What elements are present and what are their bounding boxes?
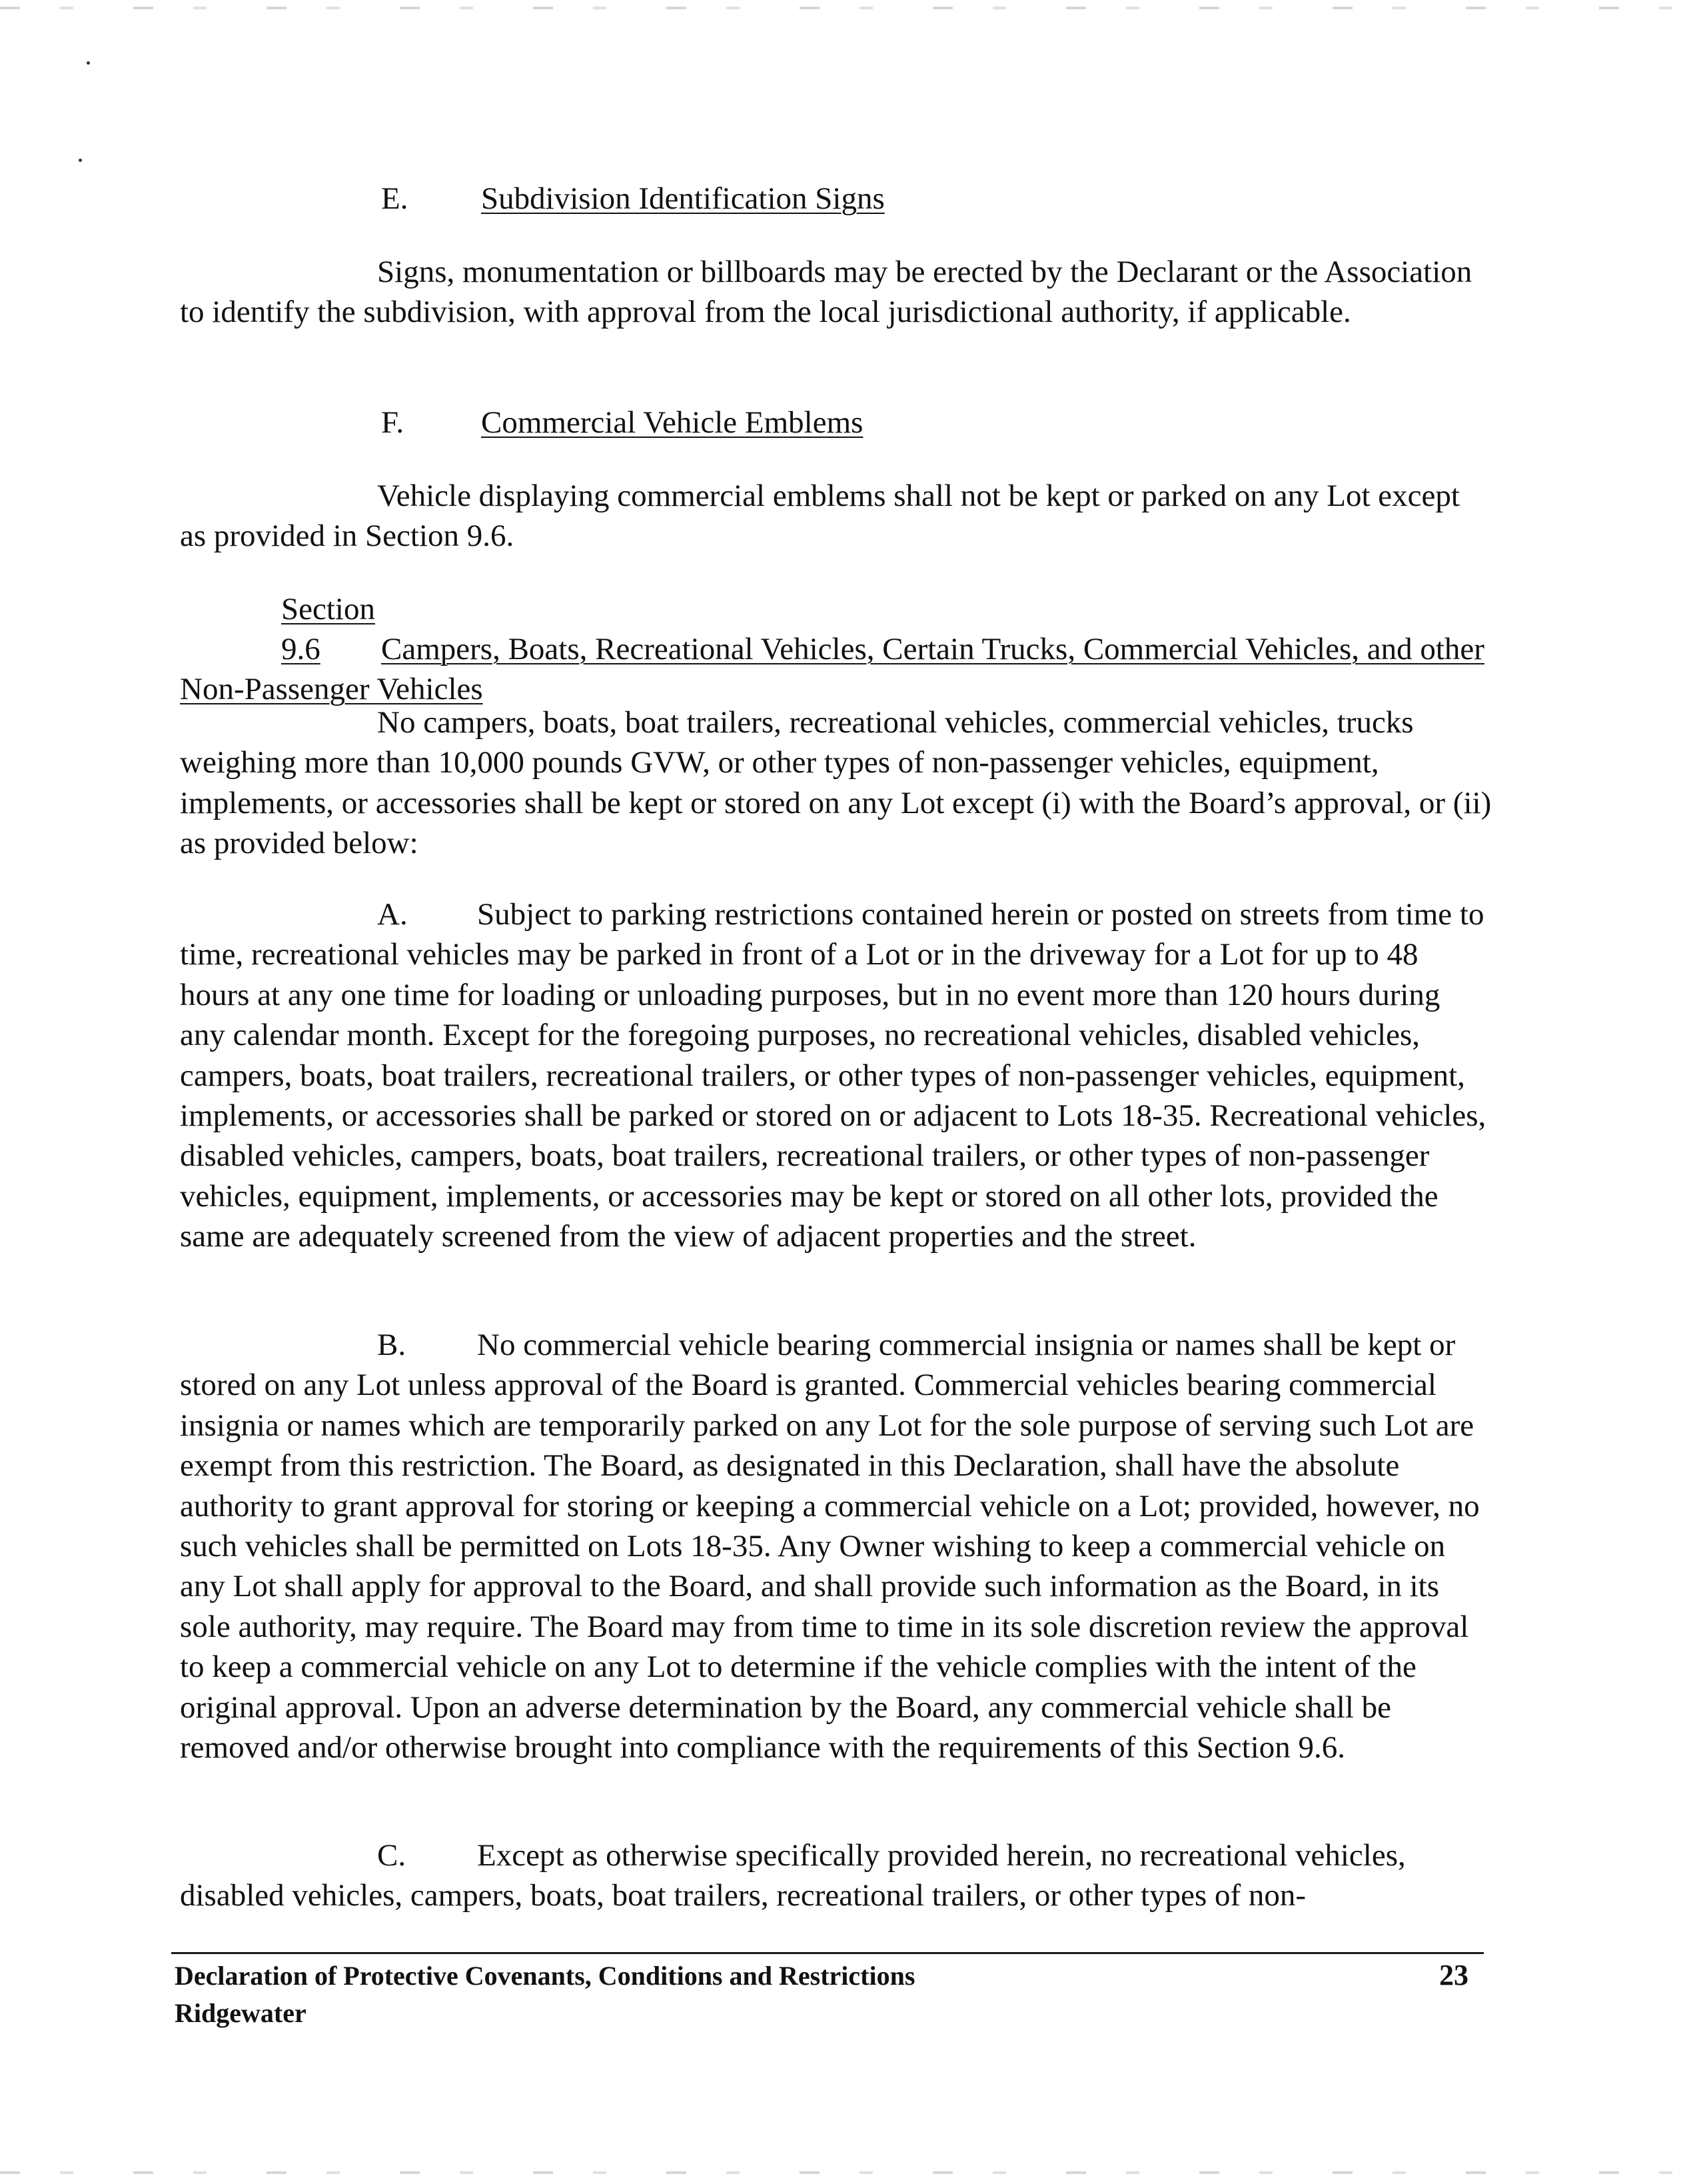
- footer-community-name: Ridgewater: [175, 1998, 306, 2028]
- section-e-letter: E.: [381, 181, 408, 216]
- section-f-heading: [381, 403, 863, 443]
- subsection-a: [180, 894, 1492, 1257]
- page-number: 23: [1439, 1959, 1468, 1991]
- subsection-a-text: Subject to parking restrictions contained herein or posted on streets from time to time, recreational vehicles may be parked in front of a Lot or in the driveway for a Lot for up to 48 hours at any one time for loading or unloading purposes, but in no event more than 120 hours during any calendar month. Except for the foregoing purposes, no recreational vehicles, disabled vehicles, campers, boats, boat trailers, recreational trailers, or other types of non-passenger vehicles, equipment, implements, or accessories shall be parked or stored on or adjacent to Lots 18-35. Recreational vehicles, disabled vehicles, campers, boats, boat trailers, recreational trailers, or other types of non-passenger vehicles, equipment, implements, or accessories may be kept or stored on all other lots, provided the same are adequately screened from the view of adjacent properties and the street.: [180, 897, 1486, 1254]
- section-9-6-intro: No campers, boats, boat trailers, recreational vehicles, commercial vehicles, trucks weighing more than 10,000 pounds GVW, or other types of non-passenger vehicles, equipment, implements, or accessories shall be kept or stored on any Lot except (i) with the Board’s approval, or (ii) as provided below:: [180, 705, 1492, 861]
- section-e-title: Subdivision Identification Signs: [481, 181, 885, 216]
- section-e-body: Signs, monumentation or billboards may be erected by the Declarant or the Association to identify the subdivision, with approval from the local jurisdictional authority, if applicable.: [180, 255, 1472, 330]
- section-e-heading: [381, 179, 885, 219]
- subsection-c-text: Except as otherwise specifically provided herein, no recreational vehicles, disabled vehicles, campers, boats, boat trailers, recreational trailers, or other types of non-: [180, 1838, 1406, 1913]
- section-f-body: Vehicle displaying commercial emblems shall not be kept or parked on any Lot except as provided in Section 9.6.: [180, 479, 1460, 554]
- subsection-a-letter: A.: [377, 897, 408, 932]
- scan-speck: [87, 61, 90, 65]
- section-f-title: Commercial Vehicle Emblems: [481, 405, 863, 440]
- subsection-b-letter: B.: [377, 1328, 406, 1362]
- scan-artifact-top: [0, 7, 1695, 9]
- scan-speck: [79, 159, 82, 162]
- subsection-b-text: No commercial vehicle bearing commercial insignia or names shall be kept or stored on any Lot unless approval of the Board is granted. Commercial vehicles bearing commercial insignia or names which are temporarily parked on any Lot for the sole purpose of serving such Lot are exempt from this restriction. The Board, as designated in this Declaration, shall have the absolute authority to grant approval for storing or keeping a commercial vehicle on a Lot; provided, however, no such vehicles shall be permitted on Lots 18-35. Any Owner wishing to keep a commercial vehicle on any Lot shall apply for approval to the Board, and shall provide such information as the Board, in its sole authority, may require. The Board may from time to time in its sole discretion review the approval to keep a commercial vehicle on any Lot to determine if the vehicle complies with the intent of the original approval. Upon an adverse determination by the Board, any commercial vehicle shall be removed and/or otherwise brought into compliance with the requirements of this Section 9.6.: [180, 1328, 1480, 1765]
- subsection-b: [180, 1325, 1492, 1767]
- footer-divider: [171, 1952, 1484, 1954]
- scan-artifact-bottom: [0, 2171, 1695, 2174]
- section-f-letter: F.: [381, 405, 404, 440]
- section-9-6-number: Section 9.6: [281, 592, 375, 666]
- subsection-c: [180, 1835, 1492, 1916]
- section-9-6-heading: [180, 589, 1499, 709]
- subsection-c-letter: C.: [377, 1838, 406, 1873]
- section-9-6-title: Campers, Boats, Recreational Vehicles, Certain Trucks, Commercial Vehicles, and other Non-Passenger Vehicles: [180, 632, 1484, 706]
- footer-document-title: Declaration of Protective Covenants, Conditions and Restrictions: [175, 1961, 915, 1991]
